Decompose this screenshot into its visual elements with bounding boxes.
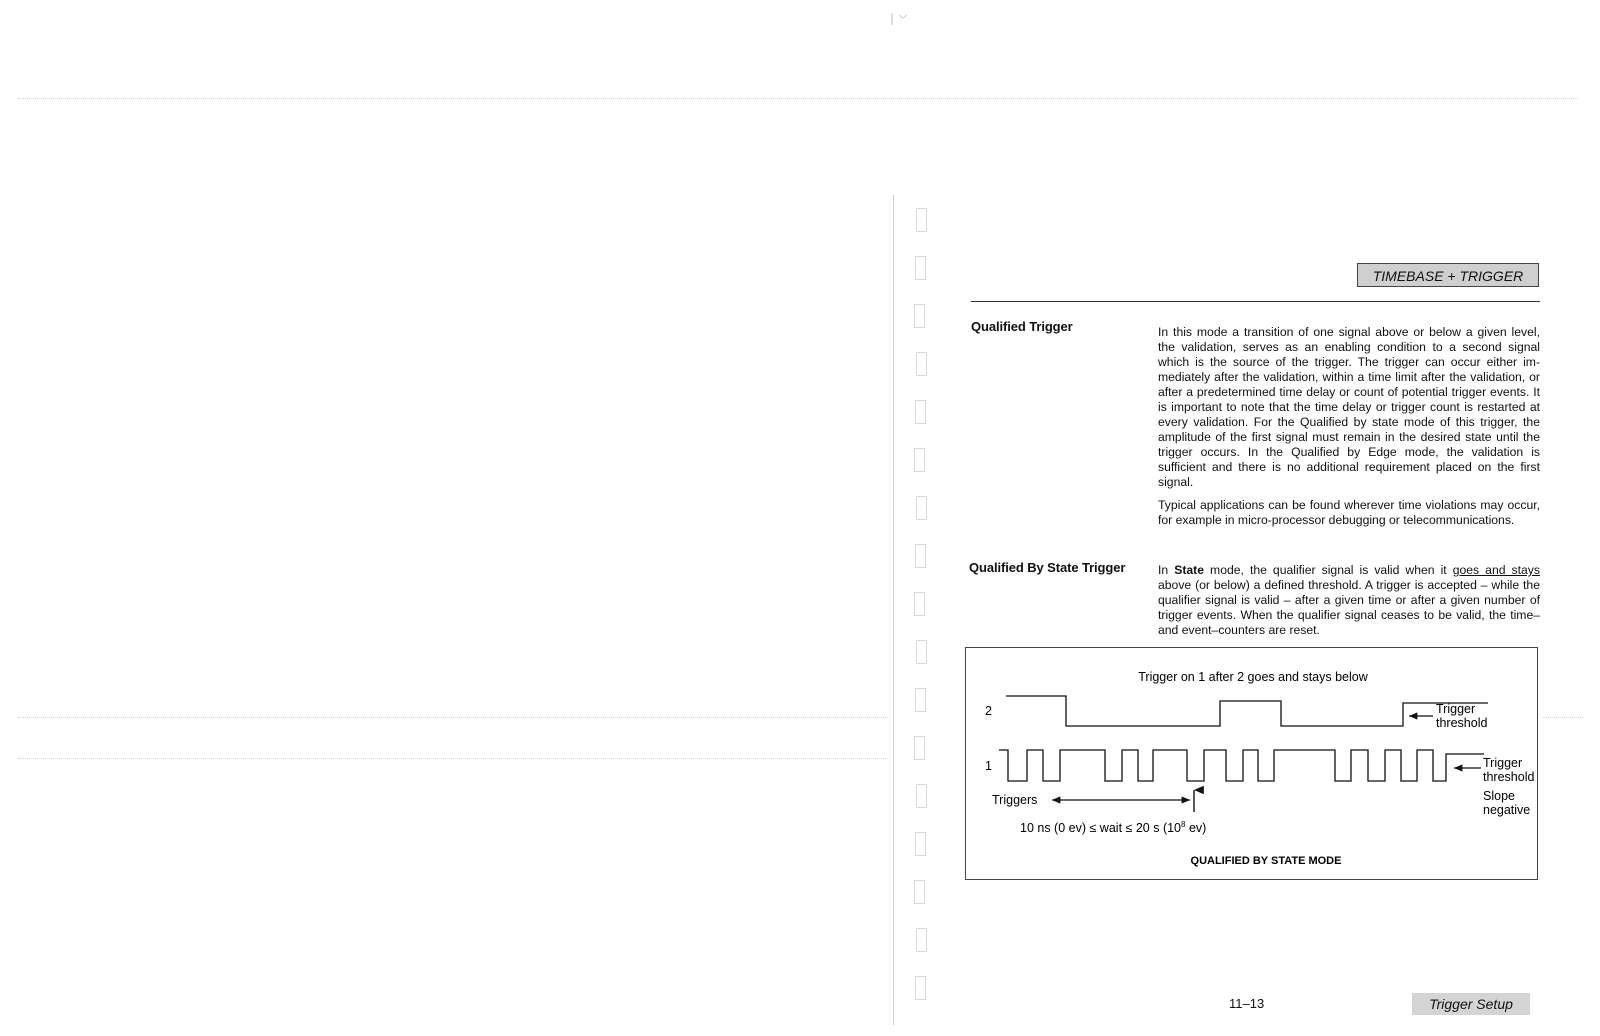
- binding-hole: [916, 496, 927, 520]
- page-spine: [893, 195, 894, 1025]
- ch1-threshold-label-2: threshold: [1483, 770, 1535, 784]
- binding-hole: [916, 352, 927, 376]
- slope-label-1: Slope: [1483, 789, 1515, 803]
- heading-qualified-trigger: Qualified Trigger: [971, 319, 1073, 334]
- ch1-threshold-label-1: Trigger: [1483, 756, 1523, 770]
- paragraph: In State mode, the qualifier signal is valid when it goes and stays above (or below) a defined threshold. A trigger is accepted – while the qualifier signal is valid – after a given time or after a given number of trigger events. When the qualifier signal ceases to be valid, the time– and event–counters are reset.: [1158, 563, 1540, 637]
- header-rule: [971, 301, 1540, 302]
- channel-2-waveform: [1006, 696, 1488, 726]
- registration-mark: [891, 12, 915, 26]
- qualified-trigger-text: [1158, 325, 1540, 536]
- timing-diagram: [965, 647, 1538, 880]
- binding-hole: [915, 688, 926, 712]
- scan-line-mid-2: [18, 758, 888, 759]
- binding-hole: [916, 928, 927, 952]
- binding-hole: [914, 304, 925, 328]
- binding-hole: [914, 880, 925, 904]
- binding-hole: [915, 544, 926, 568]
- binding-hole: [916, 784, 927, 808]
- wait-label: 10 ns (0 ev) ≤ wait ≤ 20 s ($10^8$ ev): [1020, 820, 1207, 835]
- scan-line-mid-1: [18, 717, 888, 718]
- binding-hole: [915, 976, 926, 1000]
- triggers-label: Triggers: [992, 793, 1038, 807]
- scan-line-top: [18, 98, 1578, 99]
- diagram-title: Trigger on 1 after 2 goes and stays below: [1138, 670, 1368, 684]
- paragraph: Typical applications can be found wherever time violations may occur, for example in micro-processor debugging or telecommunications.: [1158, 498, 1540, 527]
- channel-2-label: 2: [985, 704, 992, 718]
- binding-hole: [915, 400, 926, 424]
- qualified-by-state-text: [1158, 563, 1540, 646]
- binding-hole: [915, 832, 926, 856]
- binding-hole: [914, 592, 925, 616]
- timing-diagram-svg: [966, 648, 1539, 881]
- ch2-threshold-label-1: Trigger: [1436, 702, 1476, 716]
- binding-hole: [915, 256, 926, 280]
- binding-hole: [916, 640, 927, 664]
- binding-hole: [914, 448, 925, 472]
- scan-line-right: [1543, 717, 1583, 718]
- channel-1-waveform: [999, 750, 1484, 781]
- section-tab: TIMEBASE + TRIGGER: [1357, 263, 1539, 287]
- heading-qualified-by-state: Qualified By State Trigger: [969, 560, 1126, 575]
- binding-hole: [914, 736, 925, 760]
- paragraph: In this mode a transition of one signal above or below a given level, the validation, serves as an enabling condition to a second signal which is the source of the trigger. The trigger can occur either immediately after the validation, within a time limit after the validation, or after a predetermined time delay or count of potential trigger events. It is important to note that the time delay or trigger count is restarted at every validation. For the Qualified by state mode of this trigger, the amplitude of the first signal must remain in the desired state until the trigger occurs. In the Qualified by Edge mode, the validation is sufficient and there is no additional requirement placed on the first signal.: [1158, 325, 1540, 489]
- channel-1-label: 1: [985, 759, 992, 773]
- binding-hole: [916, 208, 927, 232]
- slope-label-2: negative: [1483, 803, 1531, 817]
- footer-section-tab: Trigger Setup: [1412, 993, 1530, 1015]
- diagram-caption: QUALIFIED BY STATE MODE: [1190, 855, 1342, 867]
- ch2-threshold-label-2: threshold: [1436, 716, 1488, 730]
- page-number: 11–13: [1229, 996, 1265, 1011]
